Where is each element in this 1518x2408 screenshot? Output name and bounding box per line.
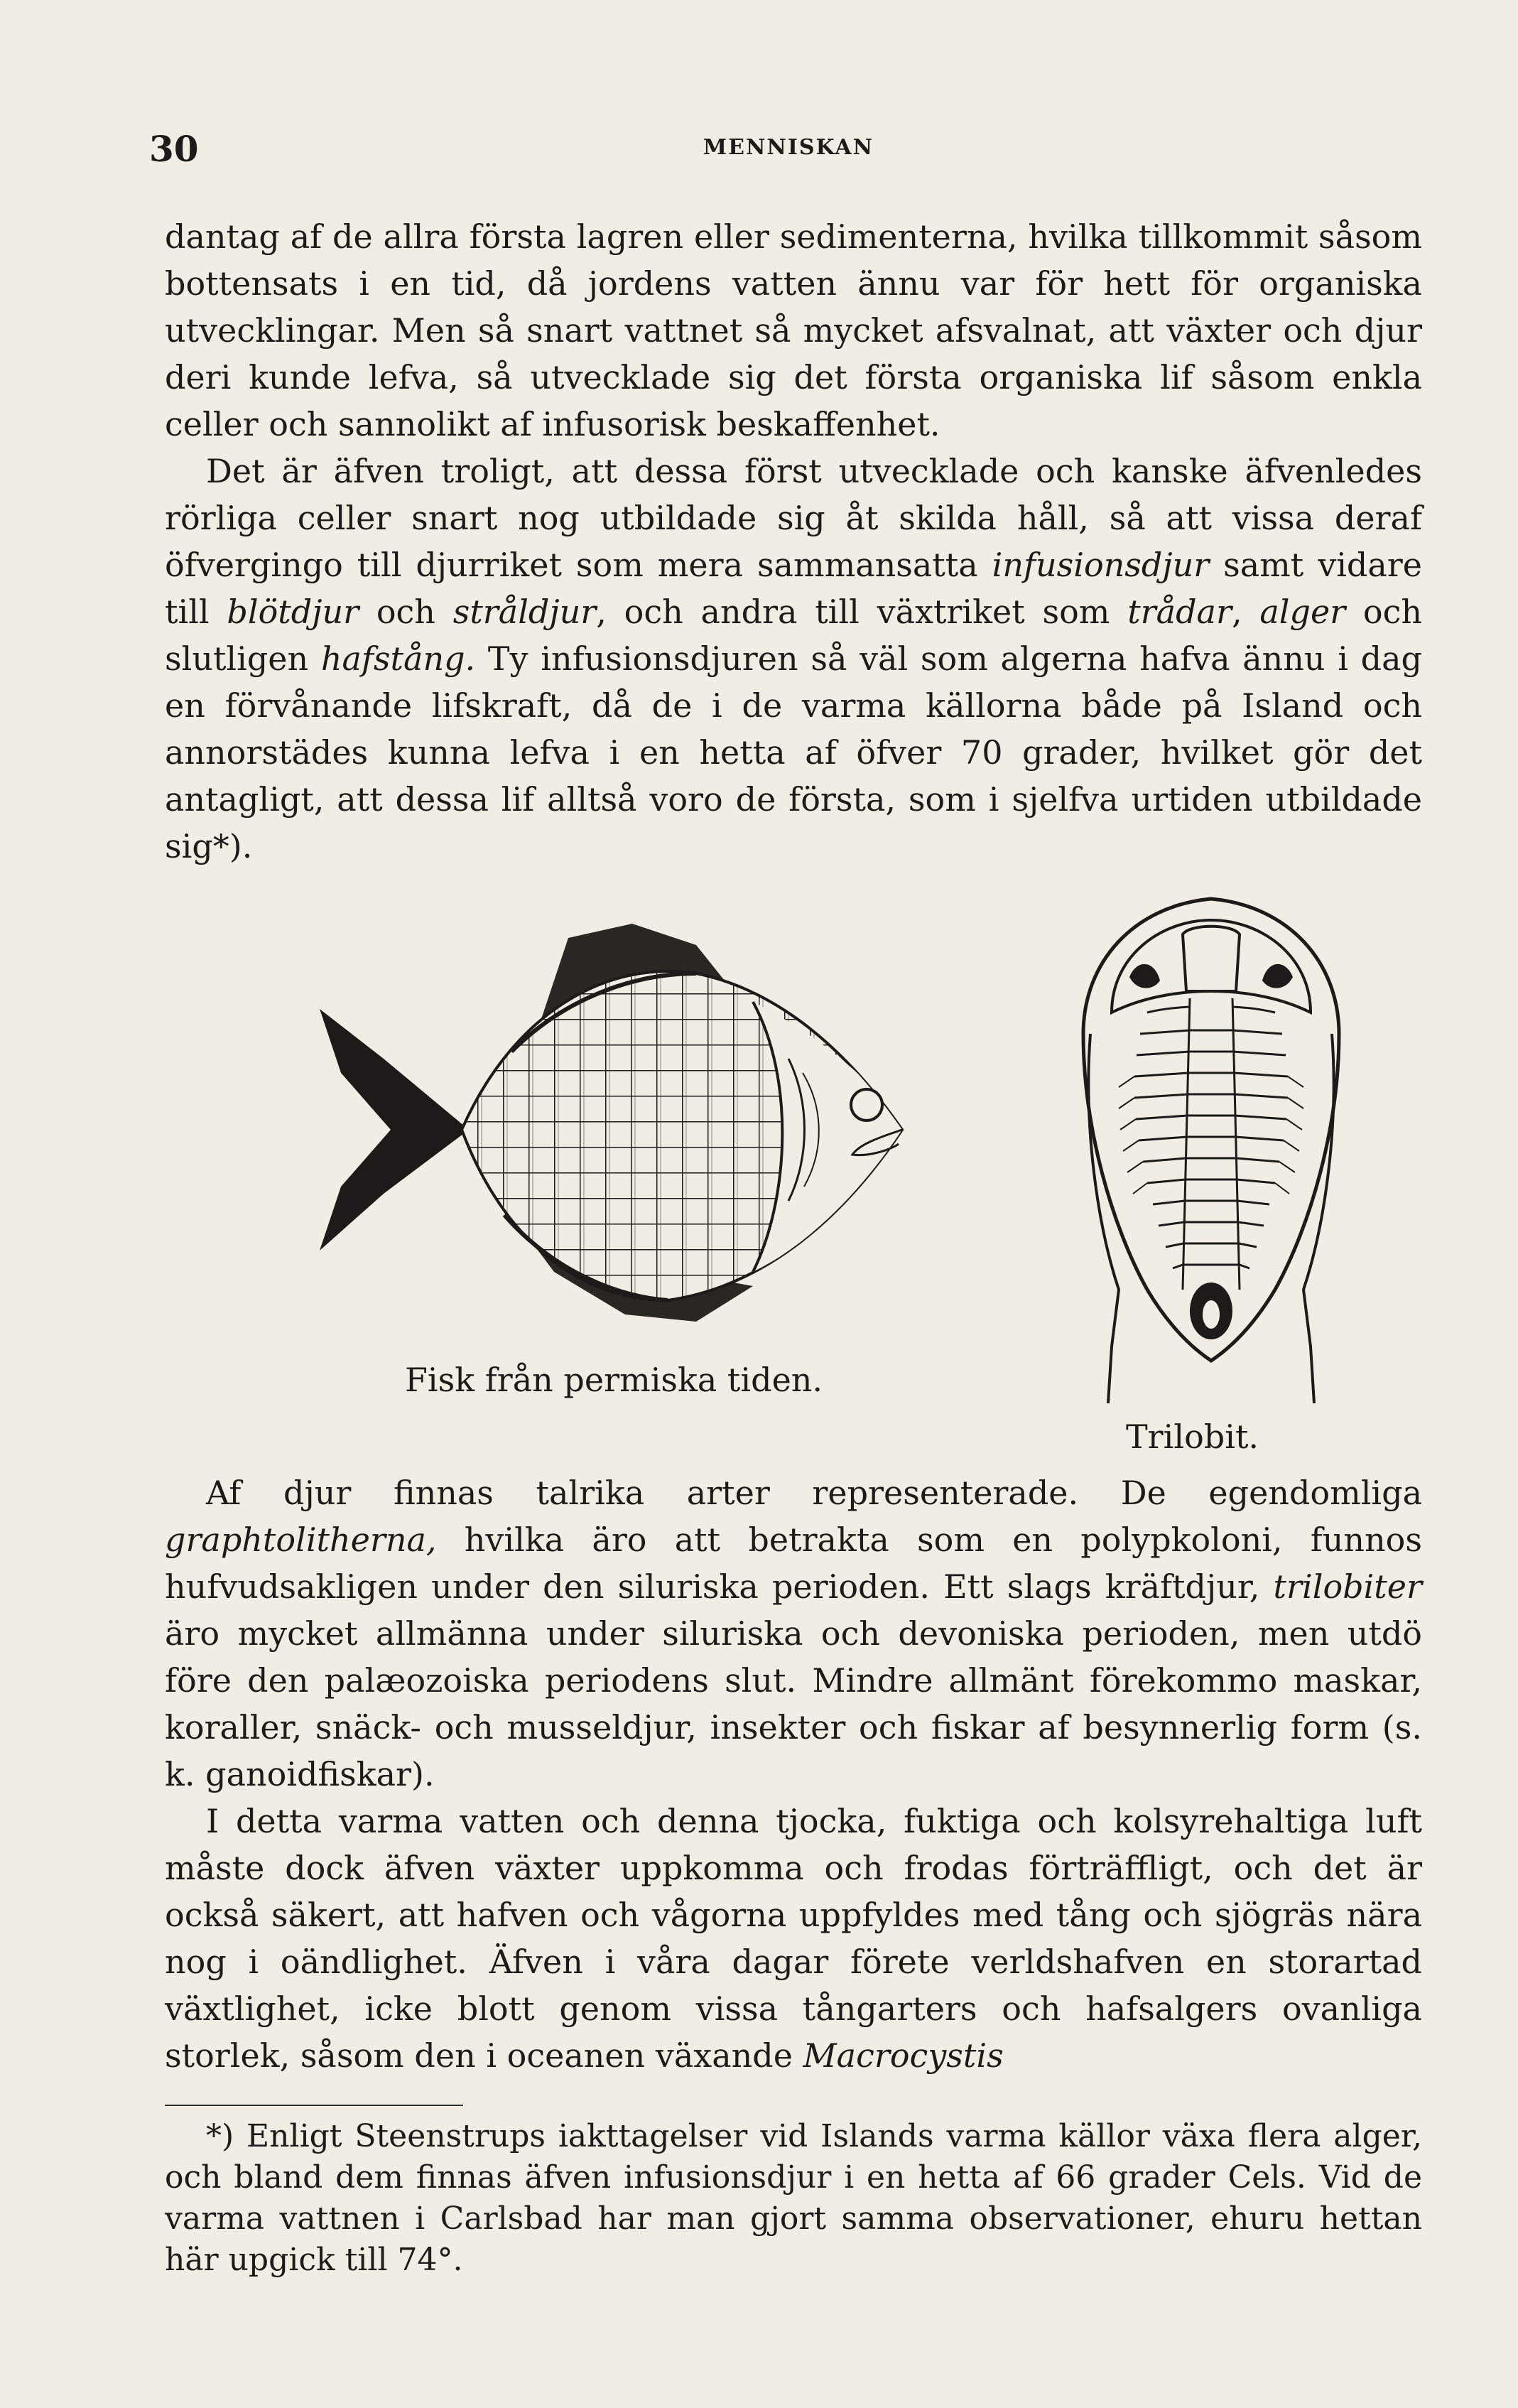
text-run: I detta varma vatten och denna tjocka, fuktiga och kolsyrehaltiga luft måste dock äfven växter uppkomma och frodas förträffligt, och det är också säkert, att hafven och vågorna uppfyldes med tång och sjögräs nära nog i oändlighet. Äfven i våra dagar förete verldshafven en storartad växtlighet, icke blott genom vissa tångarters och hafsalgers ovanliga storlek, såsom den i oceanen växande [165,1802,1422,2075]
italic-term: graphtolitherna, [165,1521,437,1559]
text-run: , [1231,593,1260,631]
running-head: MENNISKAN [703,135,874,160]
page-header [149,128,1428,171]
text-run: äro mycket allmänna under siluriska och devoniska perioden, men utdö före den palæozoiska periodens slut. Mindre allmänt förekommo maskar, koraller, snäck- och musseldjur, insekter och fiskar af besynnerlig form (s. k. ganoidfiskar). [165,1614,1422,1793]
italic-term: infusionsdjur [992,546,1210,584]
italic-term: stråldjur [452,593,597,631]
body-text-top [165,213,1422,870]
trilobite-caption: Trilobit. [1126,1418,1259,1456]
text-run: samt vidare till [165,546,1422,631]
text-run: , och andra till växtriket som [596,593,1128,631]
page-number: 30 [149,128,199,170]
footnote [165,2116,1422,2281]
text-run: Ty infusionsdjuren så väl som algerna hafva ännu i dag en förvånande lifskraft, då de i de varma källorna både på Island och annorstädes kunna lefva i en hetta af öfver 70 grader, hvilket gör det antagligt, att dessa lif alltså voro de första, som i sjelfva urtiden utbildade sig*). [165,639,1422,865]
paragraph [165,448,1422,870]
text-run: hvilka äro att betrakta som en polypkoloni, funnos hufvudsakligen under den siluriska perioden. Ett slags kräftdjur, [165,1521,1422,1606]
italic-term: alger [1259,593,1346,631]
footnote-text: *) Enligt Steenstrups iakttagelser vid Islands varma källor växa flera alger, och bland dem finnas äfven infusionsdjur i en hetta af 66 grader Cels. Vid de varma vattnen i Carlsbad har man gjort samma observationer, ehuru hettan här upgick till 74°. [165,2118,1422,2278]
body-text-bottom [165,1469,1422,2079]
italic-term: blötdjur [227,593,359,631]
text-run: och [359,593,453,631]
italic-term: trilobiter [1273,1567,1422,1606]
paragraph: dantag af de allra första lagren eller sedimenterna, hvilka tillkommit såsom bottensats i en tid, då jordens vatten ännu var för hett för organiska utvecklingar. Men så snart vattnet så mycket afsvalnat, att växter och djur deri kunde lefva, så utvecklade sig det första organiska lif såsom enkla celler och sannolikt af infusorisk beskaffenhet. [165,217,1422,443]
trilobite-drawing [1069,892,1353,1403]
trilobite-illustration [1069,892,1353,1403]
footnote-divider [165,2105,463,2106]
italic-term: trådar [1127,593,1232,631]
italic-term: hafstång. [320,639,476,678]
text-run: Af djur finnas talrika arter representerade. De egendomliga [206,1474,1422,1512]
fish-caption: Fisk från permiska tiden. [405,1361,823,1399]
text-run: och slutligen [165,593,1423,678]
fish-drawing [298,917,938,1343]
italic-term: Macrocystis [803,2036,1004,2075]
text-run: Det är äfven troligt, att dessa först utvecklade och kanske äfvenledes rörliga celler snart nog utbildade sig åt skilda håll, så att vissa deraf öfvergingo till djurriket som mera sammansatta [165,452,1422,584]
paragraph [165,1798,1422,2079]
fish-illustration [298,917,938,1343]
paragraph [165,1469,1422,1798]
